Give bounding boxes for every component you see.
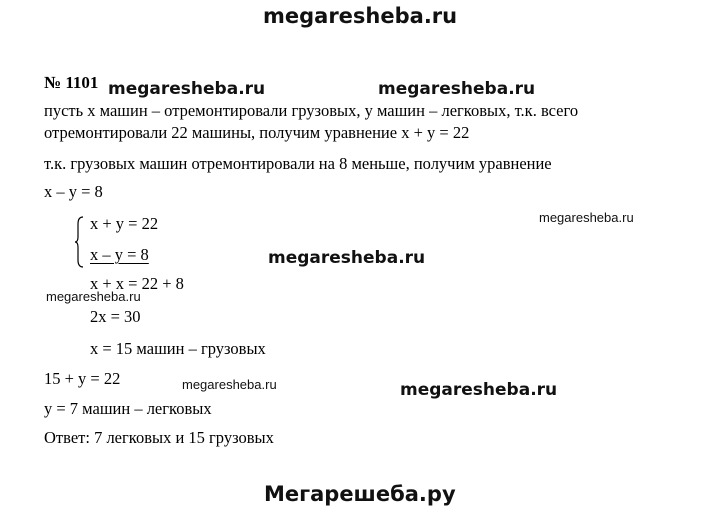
footer-watermark: Мегарешеба.ру [264,482,456,506]
right-mid-watermark: megaresheba.ru [400,380,558,400]
system-brace [75,216,84,268]
left-small-watermark: megaresheba.ru [46,289,141,304]
answer-line: Ответ: 7 легковых и 15 грузовых [44,428,274,447]
step-y-result: у = 7 машин – легковых [44,399,212,418]
inline-watermark-2: megaresheba.ru [378,79,536,99]
center-small-watermark: megaresheba.ru [182,377,277,392]
statement-line-2: отремонтировали 22 машины, получим уравнение х + у = 22 [44,123,470,142]
system-equation-1: х + у = 22 [90,214,159,233]
system-equation-2: х – у = 8 [90,245,149,264]
problem-number: № 1101 [44,73,99,92]
inline-watermark-1: megaresheba.ru [108,79,266,99]
statement-line-4: х – у = 8 [44,182,103,201]
step-sum: х + х = 22 + 8 [90,274,184,293]
statement-line-3: т.к. грузовых машин отремонтировали на 8 меньше, получим уравнение [44,154,552,173]
step-substitute: 15 + у = 22 [44,369,121,388]
header-watermark: megaresheba.ru [263,4,458,28]
right-small-watermark: megaresheba.ru [539,210,634,225]
center-mid-watermark: megaresheba.ru [268,248,426,268]
step-double: 2х = 30 [90,307,141,326]
statement-line-1: пусть х машин – отремонтировали грузовых, у машин – легковых, т.к. всего [44,101,579,120]
step-x-result: х = 15 машин – грузовых [90,339,266,358]
